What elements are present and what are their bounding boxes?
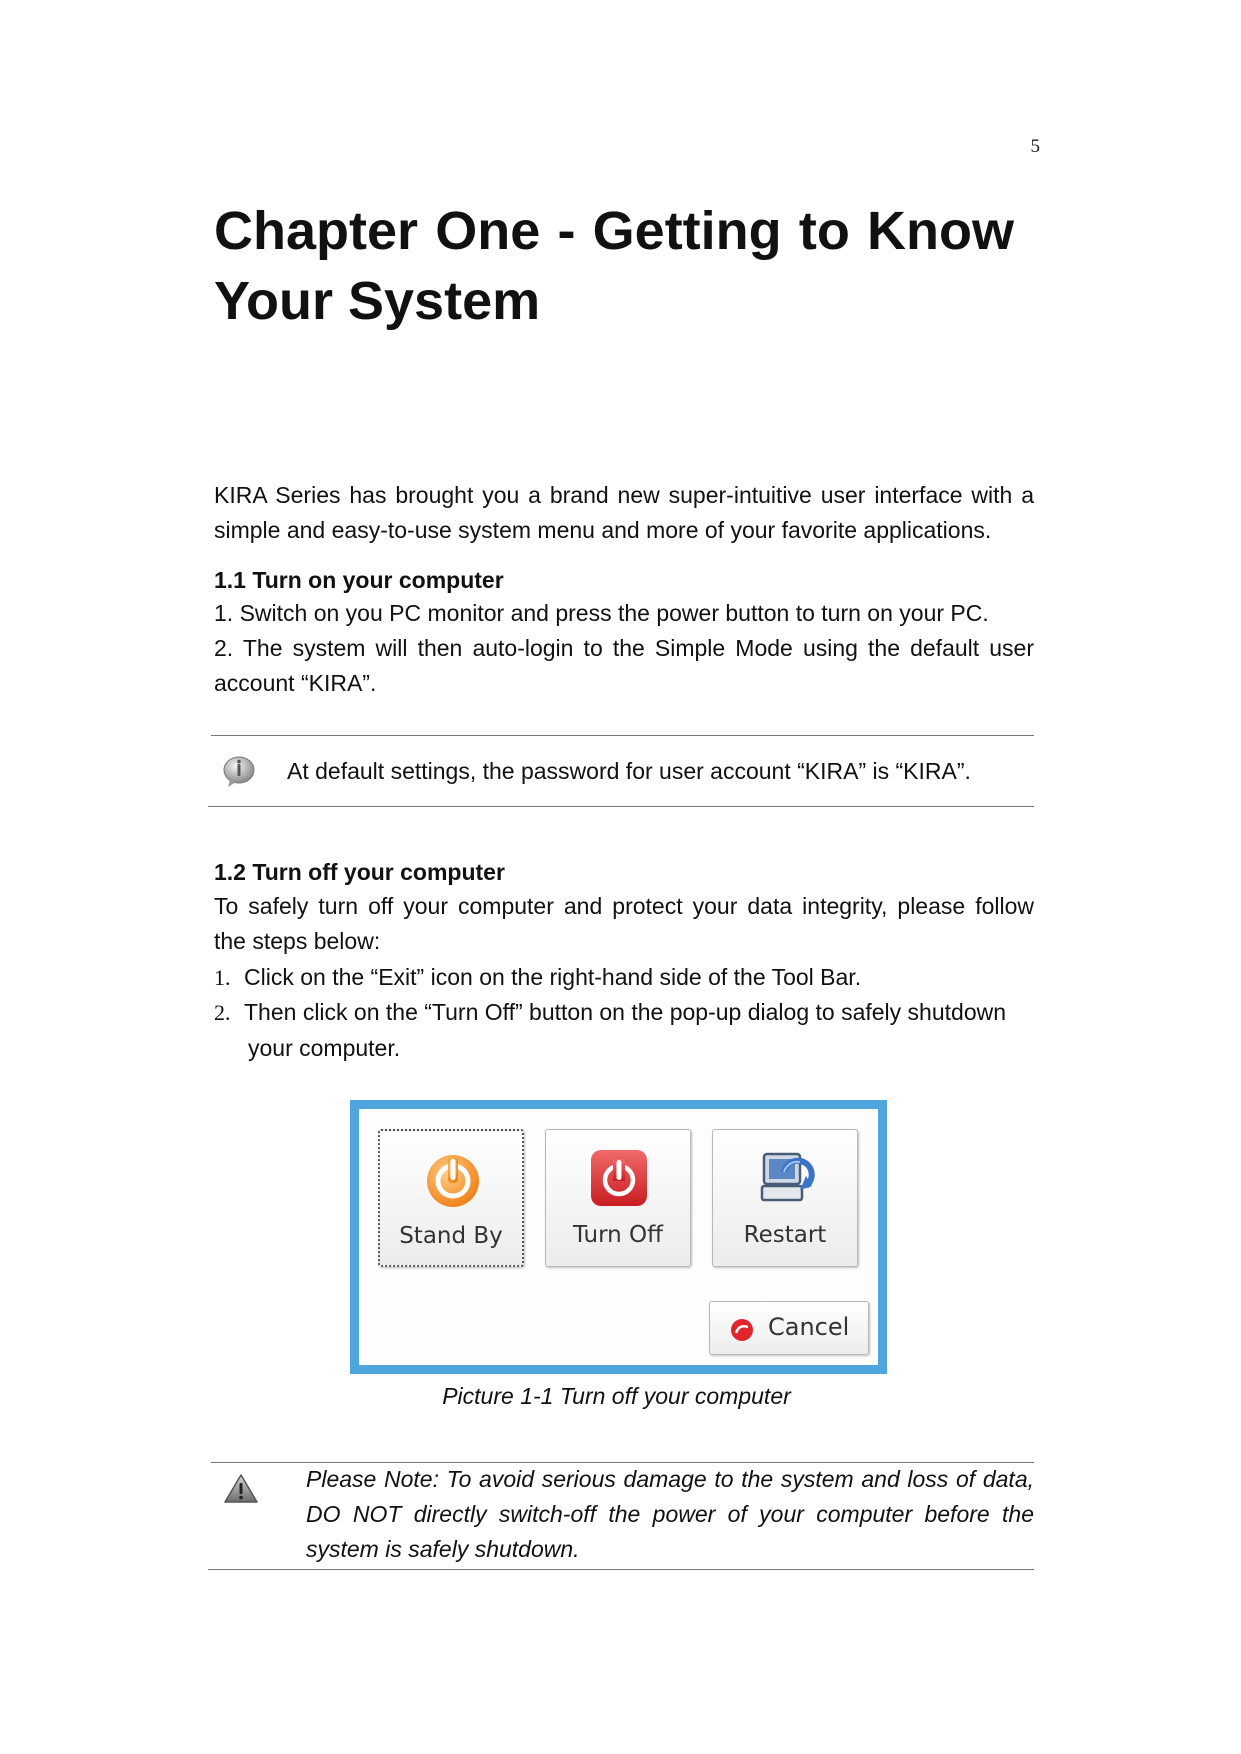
restart-button[interactable] bbox=[712, 1129, 858, 1267]
list-item bbox=[214, 960, 1034, 995]
warning-note-line3: system is safely shutdown. bbox=[306, 1536, 580, 1562]
title-word: Getting bbox=[592, 201, 782, 261]
chapter-title-line1 bbox=[214, 196, 1014, 266]
cancel-icon bbox=[730, 1318, 754, 1342]
list-item-text: Then click on the “Turn Off” button on the pop-up dialog to safely shutdown bbox=[244, 999, 1007, 1025]
section-1-1-heading: 1.1 Turn on your computer bbox=[214, 567, 504, 593]
warning-note-line1: Please Note: To avoid serious damage to the system and loss of data, bbox=[306, 1466, 1034, 1492]
list-item bbox=[214, 995, 1034, 1030]
stand-by-button[interactable] bbox=[378, 1129, 524, 1267]
warning-triangle-icon bbox=[222, 1472, 260, 1506]
list-item-text: Click on the “Exit” icon on the right-hand side of the Tool Bar. bbox=[244, 964, 862, 990]
title-word: to bbox=[798, 201, 850, 261]
list-item-cont: your computer. bbox=[248, 1035, 401, 1061]
title-word: - bbox=[557, 201, 576, 261]
restart-icon bbox=[756, 1148, 816, 1208]
intro-line1: KIRA Series has brought you a brand new super-intuitive user interface with a bbox=[214, 482, 1034, 508]
cancel-label: Cancel bbox=[768, 1313, 850, 1341]
divider bbox=[211, 735, 1034, 736]
list-number: 1. bbox=[214, 965, 231, 990]
standby-power-icon bbox=[423, 1149, 483, 1209]
chapter-title-line2: Your System bbox=[214, 271, 541, 331]
caption-text: Picture 1-1 Turn off your computer bbox=[442, 1383, 791, 1409]
turn-off-button[interactable] bbox=[545, 1129, 691, 1267]
cancel-button[interactable] bbox=[709, 1301, 869, 1355]
divider bbox=[208, 1569, 1034, 1570]
section-1-2-intro-cont: the steps below: bbox=[214, 928, 381, 954]
section-1-1-step2-cont: account “KIRA”. bbox=[214, 670, 377, 696]
divider bbox=[208, 806, 1034, 807]
restart-label: Restart bbox=[743, 1222, 827, 1248]
section-1-1-step2: 2. The system will then auto-login to the Simple Mode using the default user bbox=[214, 635, 1034, 661]
turn-off-power-icon bbox=[589, 1148, 649, 1208]
section-1-2-intro: To safely turn off your computer and protect your data integrity, please follow bbox=[214, 893, 1034, 919]
info-note-text: At default settings, the password for user account “KIRA” is “KIRA”. bbox=[287, 758, 971, 784]
page-number: 5 bbox=[1030, 136, 1040, 157]
title-word: One bbox=[435, 201, 541, 261]
chapter-title bbox=[214, 196, 1014, 336]
title-word: Know bbox=[867, 201, 1014, 261]
warning-note-line2: DO NOT directly switch-off the power of your computer before the bbox=[306, 1501, 1034, 1527]
intro-line2: simple and easy-to-use system menu and more of your favorite applications. bbox=[214, 517, 992, 543]
title-word: Chapter bbox=[214, 201, 419, 261]
section-1-1-step1: 1. Switch on you PC monitor and press the power button to turn on your PC. bbox=[214, 600, 989, 626]
section-1-2-heading: 1.2 Turn off your computer bbox=[214, 859, 505, 885]
shutdown-dialog bbox=[350, 1100, 887, 1374]
list-number: 2. bbox=[214, 1000, 231, 1025]
info-bubble-icon bbox=[222, 755, 256, 789]
figure-caption bbox=[0, 1380, 1241, 1412]
turn-off-label: Turn Off bbox=[572, 1222, 664, 1248]
stand-by-label: Stand By bbox=[399, 1223, 503, 1249]
